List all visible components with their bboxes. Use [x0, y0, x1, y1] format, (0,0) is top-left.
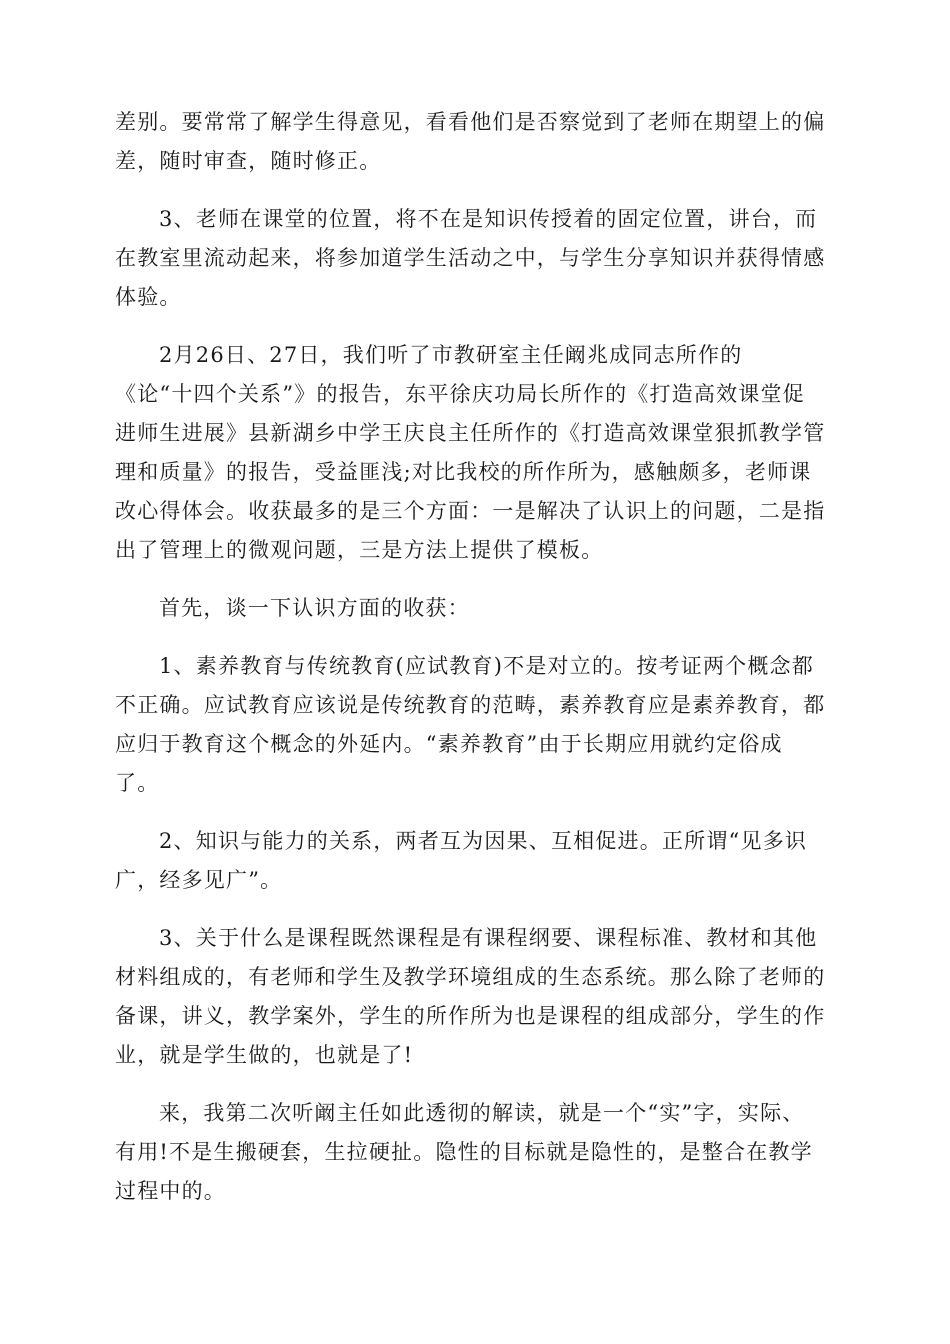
- text-line: 3、老师在课堂的位置，将不在是知识传授着的固定位置，讲台，而: [159, 207, 818, 231]
- text-line: 在教室里流动起来，将参加道学生活动之中，与学生分享知识并获得情感: [115, 246, 826, 270]
- text-line: 《论“十四个关系”》的报告，东平徐庆功局长所作的《打造高效课堂促: [115, 382, 805, 406]
- text-line: 首先，谈一下认识方面的收获：: [159, 596, 470, 620]
- text-line: 了。: [115, 771, 160, 795]
- text-line: 材料组成的，有老师和学生及教学环境组成的生态系统。那么除了老师的: [115, 965, 826, 989]
- paragraph: [115, 919, 835, 1075]
- text-line: 应归于教育这个概念的外延内。“素养教育”由于长期应用就约定俗成: [115, 732, 783, 756]
- text-line: 1、素养教育与传统教育(应试教育)不是对立的。按考证两个概念都: [159, 654, 814, 678]
- text-line: 2月26日、27日，我们听了市教研室主任阚兆成同志所作的: [159, 343, 743, 367]
- paragraph: [115, 822, 835, 900]
- text-line: 体验。: [115, 285, 182, 309]
- text-line: 来，我第二次听阚主任如此透彻的解读，就是一个“实”字，实际、: [159, 1101, 805, 1125]
- text-line: 改心得体会。收获最多的是三个方面：一是解决了认识上的问题，二是指: [115, 499, 826, 523]
- text-line: 差，随时审查，随时修正。: [115, 149, 382, 173]
- text-line: 有用!不是生搬硬套，生拉硬扯。隐性的目标就是隐性的，是整合在教学: [115, 1140, 813, 1164]
- text-line: 业，就是学生做的，也就是了!: [115, 1043, 414, 1067]
- paragraph: [115, 103, 835, 181]
- text-line: 备课，讲义，教学案外，学生的所作所为也是课程的组成部分，学生的作: [115, 1004, 826, 1028]
- paragraph: [115, 336, 835, 570]
- text-line: 过程中的。: [115, 1179, 226, 1203]
- text-line: 理和质量》的报告，受益匪浅;对比我校的所作所为，感触颇多，老师课: [115, 460, 812, 484]
- text-line: 出了管理上的微观问题，三是方法上提供了模板。: [115, 538, 604, 562]
- text-line: 广，经多见广”。: [115, 868, 283, 892]
- text-line: 进师生进展》县新湖乡中学王庆良主任所作的《打造高效课堂狠抓教学管: [115, 421, 826, 445]
- text-line: 2、知识与能力的关系，两者互为因果、互相促进。正所谓“见多识: [159, 829, 808, 853]
- text-line: 3、关于什么是课程既然课程是有课程纲要、课程标准、教材和其他: [159, 926, 818, 950]
- paragraph: [115, 589, 835, 628]
- paragraph: [115, 1094, 835, 1211]
- paragraph: [115, 200, 835, 317]
- paragraph: [115, 647, 835, 803]
- text-line: 差别。要常常了解学生得意见，看看他们是否察觉到了老师在期望上的偏: [115, 110, 826, 134]
- text-line: 不正确。应试教育应该说是传统教育的范畴，素养教育应是素养教育，都: [115, 693, 826, 717]
- document-body: [115, 103, 835, 1230]
